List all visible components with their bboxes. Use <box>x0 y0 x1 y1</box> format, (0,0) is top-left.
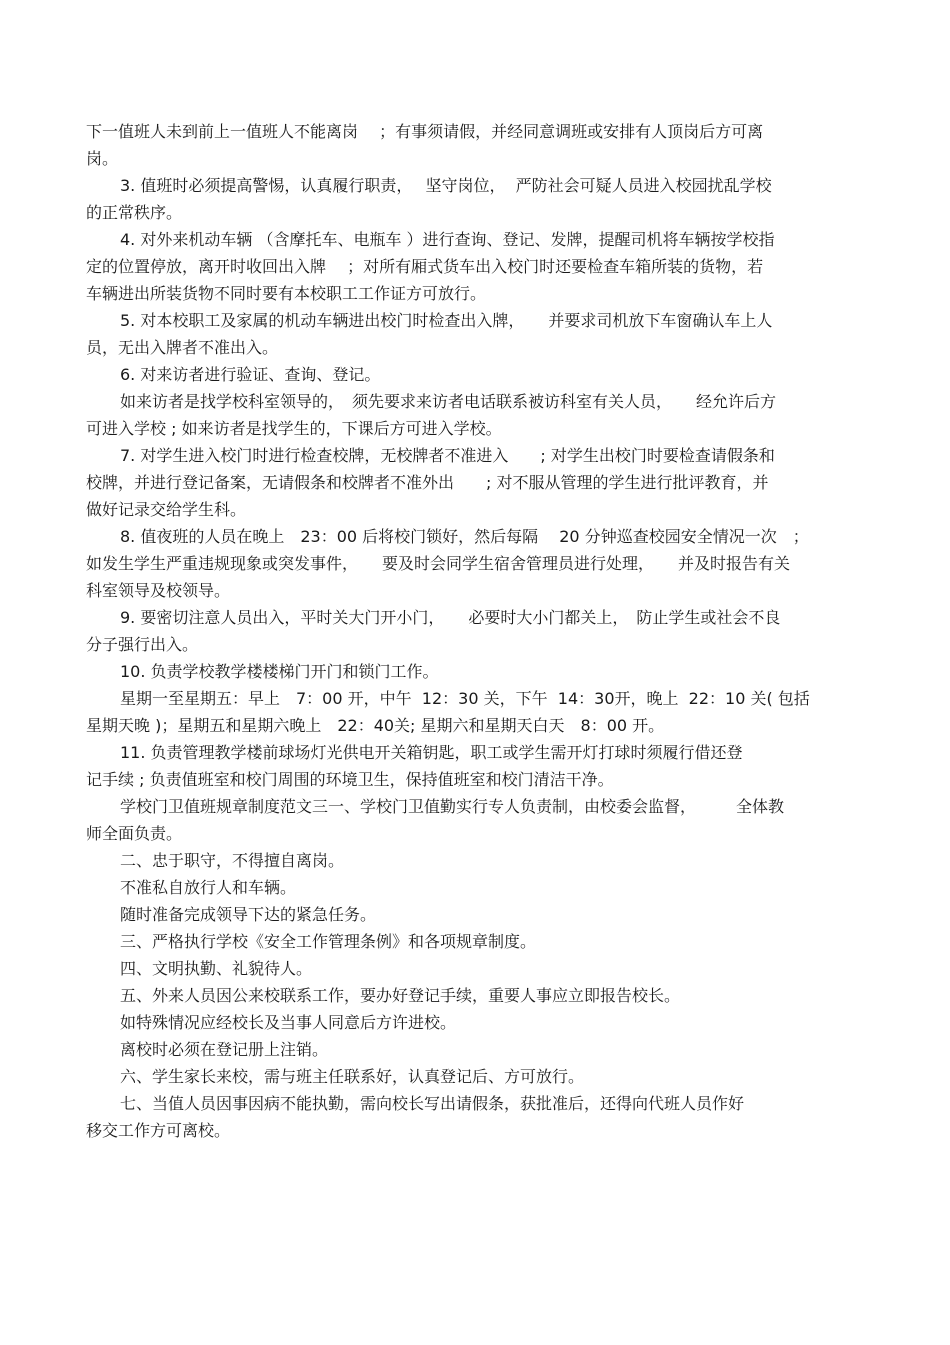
text-line: 移交工作方可离校。 <box>86 1121 231 1140</box>
text-line: 如来访者是找学校科室领导的， 须先要求来访者电话联系被访科室有关人员， 经允许后方 <box>120 392 777 411</box>
text-line: 离校时必须在登记册上注销。 <box>120 1040 329 1059</box>
text-line: 五、外来人员因公来校联系工作，要办好登记手续，重要人事应立即报告校长。 <box>120 986 681 1005</box>
text-line: 定的位置停放，离开时收回出入牌 ；对所有厢式货车出入校门时还要检查车箱所装的货物，若 <box>86 257 764 276</box>
text-line: 校牌，并进行登记备案，无请假条和校牌者不准外出 ; 对不服从管理的学生进行批评教育，并 <box>86 473 769 492</box>
text-line: 做好记录交给学生科。 <box>86 500 247 519</box>
text-line: 10. 负责学校教学楼楼梯门开门和锁门工作。 <box>120 662 439 681</box>
text-line: 车辆进出所装货物不同时要有本校职工工作证方可放行。 <box>86 284 487 303</box>
text-line: 分子强行出入。 <box>86 635 199 654</box>
text-line: 科室领导及校领导。 <box>86 581 231 600</box>
text-line: 三、严格执行学校《安全工作管理条例》和各项规章制度。 <box>120 932 537 951</box>
text-line: 8. 值夜班的人员在晚上 23：00 后将校门锁好，然后每隔 20 分钟巡查校园安全情况一次 ； <box>120 527 809 546</box>
document-body <box>86 118 876 1144</box>
text-line: 6. 对来访者进行验证、查询、登记。 <box>120 365 381 384</box>
text-line: 的正常秩序。 <box>86 203 183 222</box>
text-line: 七、当值人员因事因病不能执勤，需向校长写出请假条，获批准后，还得向代班人员作好 <box>120 1094 745 1113</box>
text-line: 不准私自放行人和车辆。 <box>120 878 297 897</box>
text-line: 随时准备完成领导下达的紧急任务。 <box>120 905 377 924</box>
text-line: 3. 值班时必须提高警惕，认真履行职责， 坚守岗位， 严防社会可疑人员进入校园扰乱学校 <box>120 176 772 195</box>
text-line: 星期天晚 )；星期五和星期六晚上 22：40关; 星期六和星期天白天 8：00 开。 <box>86 716 665 735</box>
text-line: 5. 对本校职工及家属的机动车辆进出校门时检查出入牌， 并要求司机放下车窗确认车上人 <box>120 311 773 330</box>
text-line: 7. 对学生进入校门时进行检查校牌，无校牌者不准进入 ; 对学生出校门时要检查请假条和 <box>120 446 775 465</box>
text-line: 岗。 <box>86 149 119 168</box>
text-line: 4. 对外来机动车辆 （含摩托车、电瓶车 ）进行查询、登记、发牌，提醒司机将车辆按学校指 <box>120 230 775 249</box>
text-line: 下一值班人未到前上一值班人不能离岗 ；有事须请假，并经同意调班或安排有人顶岗后方可离 <box>86 122 764 141</box>
text-line: 如发生学生严重违规现象或突发事件， 要及时会同学生宿舍管理员进行处理， 并及时报告有关 <box>86 554 791 573</box>
text-line: 学校门卫值班规章制度范文三一、学校门卫值勤实行专人负责制，由校委会监督， 全体教 <box>120 797 785 816</box>
text-line: 如特殊情况应经校长及当事人同意后方许进校。 <box>120 1013 457 1032</box>
text-line: 星期一至星期五：早上 7：00 开，中午 12：30 关，下午 14：30开，晚上 22：10 关( 包括 <box>120 689 810 708</box>
text-line: 9. 要密切注意人员出入，平时关大门开小门， 必要时大小门都关上， 防止学生或社会不良 <box>120 608 781 627</box>
text-line: 员，无出入牌者不准出入。 <box>86 338 279 357</box>
text-line: 可进入学校 ; 如来访者是找学生的，下课后方可进入学校。 <box>86 419 502 438</box>
text-line: 记手续 ; 负责值班室和校门周围的环境卫生，保持值班室和校门清洁干净。 <box>86 770 614 789</box>
text-line: 四、文明执勤、礼貌待人。 <box>120 959 313 978</box>
text-line: 11. 负责管理教学楼前球场灯光供电开关箱钥匙，职工或学生需开灯打球时须履行借还登 <box>120 743 743 762</box>
text-line: 二、忠于职守，不得擅自离岗。 <box>120 851 345 870</box>
text-line: 师全面负责。 <box>86 824 183 843</box>
text-line: 六、学生家长来校，需与班主任联系好，认真登记后、方可放行。 <box>120 1067 585 1086</box>
